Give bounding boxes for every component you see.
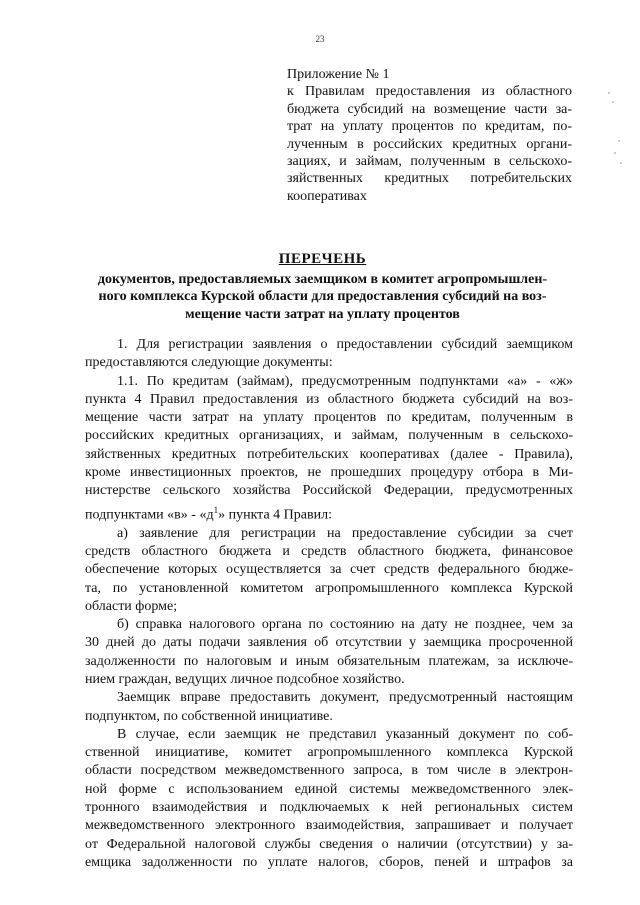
document-body: [85, 336, 573, 872]
body-line: российских кредитных организациях, и займам, полученным в сельскохо-: [85, 428, 573, 444]
scan-speck: [608, 92, 610, 94]
body-line: 30 дней до даты подачи заявления об отсутствии у заемщика просроченной: [85, 635, 573, 651]
body-line: пункта 4 Правил предоставления из областного бюджета субсидий на воз-: [85, 391, 573, 407]
page-number: 23: [315, 34, 325, 44]
scan-speck: [620, 162, 622, 164]
document-subtitle-line: мещение части затрат на уплату процентов: [185, 306, 460, 322]
body-line: В случае, если заемщик не представил указанный документ по соб-: [117, 726, 573, 742]
body-line: Заемщик вправе предоставить документ, предусмотренный настоящим: [117, 690, 573, 706]
body-line: нистерстве сельского хозяйства Российской Федерации, предусмотренных: [85, 483, 573, 499]
body-line: 1.1. По кредитам (займам), предусмотренным подпунктами «а» - «ж»: [117, 373, 573, 389]
body-line: тронного взаимодействия и подключаемых к ней региональных систем: [85, 800, 573, 816]
appendix-title: Приложение № 1: [287, 67, 390, 82]
scan-speck: [618, 140, 620, 142]
body-line: мещение части затрат на уплату процентов по кредитам, полученным в: [85, 410, 573, 426]
appendix-line: зяйственных кредитных потребительских: [287, 171, 572, 187]
body-line: области форме;: [85, 598, 178, 614]
scan-speck: [614, 152, 616, 154]
appendix-line: лученным в российских кредитных органи-: [287, 136, 572, 152]
appendix-block: [287, 66, 572, 205]
body-line: [85, 501, 573, 525]
body-line: средств областного бюджета и средств областного бюджета, финансовое: [85, 543, 573, 559]
body-line: задолженности по налоговым и иным обязательным платежам, за исключе-: [85, 653, 573, 669]
document-subtitle-line: документов, предоставляемых заемщиком в комитет агропромышлен-: [97, 271, 548, 287]
document-heading: ПЕРЕЧЕНЬ: [278, 251, 367, 267]
appendix-line: трат на уплату процентов по кредитам, по-: [287, 119, 572, 135]
body-line: 1. Для регистрации заявления о предоставлении субсидий заемщиком: [117, 337, 573, 352]
body-line: та, по установленной комитетом агропромышленного комплекса Курской: [85, 580, 573, 596]
body-line: от Федеральной налоговой службы сведения о наличии (отсутствии) у за-: [85, 836, 573, 852]
body-line: нием граждан, ведущих личное подсобное хозяйство.: [85, 672, 405, 687]
scan-speck: [612, 101, 614, 103]
body-line: а) заявление для регистрации на предоставление субсидии за счет: [117, 525, 573, 541]
appendix-line: к Правилам предоставления из областного: [287, 84, 572, 100]
body-line: ственной инициативе, комитет агропромышленного комплекса Курской: [85, 745, 573, 761]
body-line: подпунктом, по собственной инициативе.: [85, 708, 333, 724]
body-line: кроме инвестиционных проектов, не прошедших процедуру отбора в Ми-: [85, 465, 573, 481]
appendix-line: бюджета субсидий на возмещение части за-: [287, 101, 572, 117]
appendix-line: зациях, и займам, полученным в сельскохо-: [287, 154, 572, 170]
superscript: 1: [213, 504, 219, 515]
body-text: » пункта 4 Правил:: [218, 507, 332, 523]
body-line: предоставляются следующие документы:: [85, 355, 333, 371]
body-line: ной форме с использованием единой системы межведомственного элек-: [85, 781, 573, 797]
body-text: подпунктами «в» - «д: [85, 507, 214, 523]
body-line: зяйственных кредитных потребительских кооперативах (далее - Правила),: [85, 446, 573, 462]
body-line: области посредством межведомственного запроса, в том числе в электрон-: [85, 763, 573, 779]
body-line: емщика задолженности по уплате налогов, сборов, пеней и штрафов за: [85, 854, 573, 870]
document-title: [95, 251, 550, 323]
document-subtitle-line: ного комплекса Курской области для предоставления субсидий на воз-: [98, 289, 547, 304]
body-line: межведомственного электронного взаимодействия, запрашивает и получает: [85, 818, 573, 834]
body-line: обеспечение которых осуществляется за счет средств федерального бюдже-: [85, 562, 573, 578]
appendix-line: кооперативах: [287, 188, 367, 204]
body-line: б) справка налогового органа по состоянию на дату не позднее, чем за: [117, 617, 573, 633]
